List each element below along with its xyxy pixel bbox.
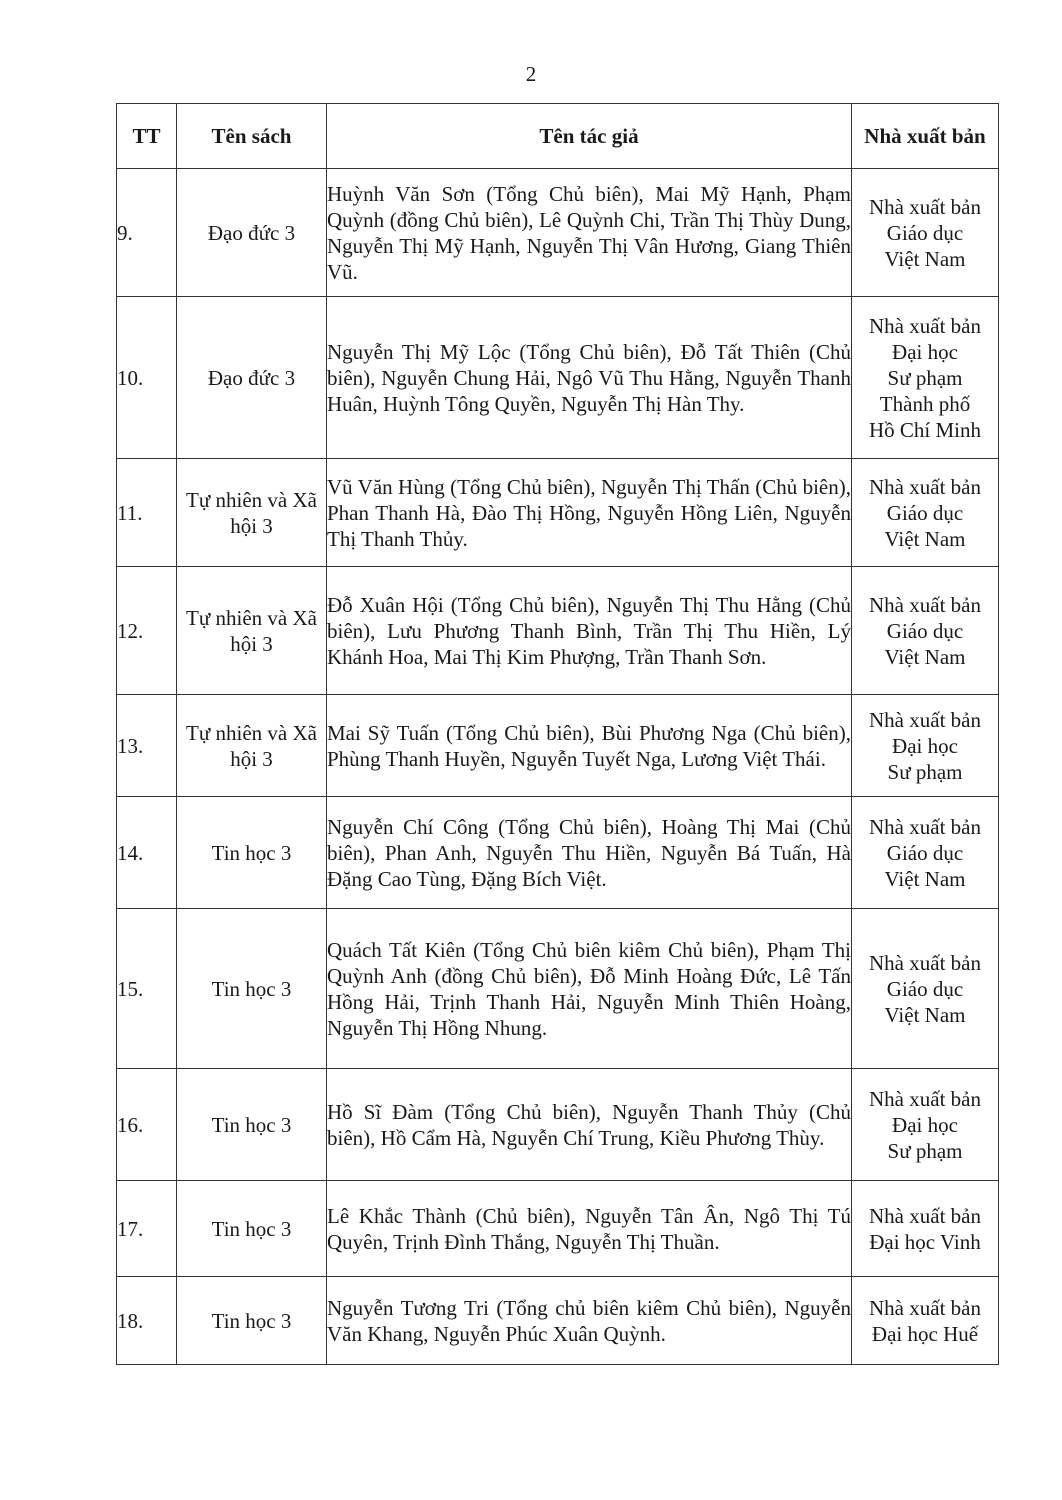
book-title: Đạo đức 3 bbox=[177, 169, 327, 297]
header-title: Tên sách bbox=[177, 104, 327, 169]
table-row bbox=[117, 909, 999, 1069]
book-publisher bbox=[852, 459, 999, 567]
row-number: 11. bbox=[117, 459, 177, 567]
book-publisher bbox=[852, 567, 999, 695]
publisher-line: Giáo dục bbox=[886, 500, 964, 525]
book-title: Tin học 3 bbox=[177, 1181, 327, 1277]
book-publisher bbox=[852, 297, 999, 459]
table-row bbox=[117, 695, 999, 797]
publisher-line: Việt Nam bbox=[884, 246, 966, 271]
publisher-line: Nhà xuất bản bbox=[869, 814, 981, 839]
publisher-line: Giáo dục bbox=[886, 976, 964, 1001]
publisher-line: Đại học bbox=[892, 1112, 958, 1137]
publisher-line: Nhà xuất bản bbox=[869, 1086, 981, 1111]
header-publisher: Nhà xuất bản bbox=[852, 104, 999, 169]
row-number: 18. bbox=[117, 1277, 177, 1365]
textbook-table bbox=[116, 103, 999, 1365]
publisher-line: Nhà xuất bản bbox=[869, 1295, 981, 1320]
book-authors: Nguyễn Thị Mỹ Lộc (Tổng Chủ biên), Đỗ Tất Thiên (Chủ biên), Nguyễn Chung Hải, Ngô Vũ Thu Hằng, Nguyễn Thanh Huân, Huỳnh Tông Quyền, Nguyễn Thị Hàn Thy. bbox=[327, 297, 852, 459]
book-publisher bbox=[852, 1069, 999, 1181]
row-number: 12. bbox=[117, 567, 177, 695]
publisher-line: Việt Nam bbox=[884, 866, 966, 891]
table-row bbox=[117, 297, 999, 459]
table-row bbox=[117, 459, 999, 567]
row-number: 14. bbox=[117, 797, 177, 909]
publisher-line: Nhà xuất bản bbox=[869, 707, 981, 732]
publisher-line: Hồ Chí Minh bbox=[868, 417, 981, 442]
publisher-line: Việt Nam bbox=[884, 526, 966, 551]
book-title: Tự nhiên và Xã hội 3 bbox=[177, 459, 327, 567]
book-title: Tin học 3 bbox=[177, 1069, 327, 1181]
header-authors: Tên tác giả bbox=[327, 104, 852, 169]
table-row bbox=[117, 169, 999, 297]
table-row bbox=[117, 1181, 999, 1277]
publisher-line: Việt Nam bbox=[884, 1002, 966, 1027]
book-authors: Đỗ Xuân Hội (Tổng Chủ biên), Nguyễn Thị Thu Hằng (Chủ biên), Lưu Phương Thanh Bình, Trần Thị Thu Hiền, Lý Khánh Hoa, Mai Thị Kim Phượng, Trần Thanh Sơn. bbox=[327, 567, 852, 695]
row-number: 9. bbox=[117, 169, 177, 297]
header-tt: TT bbox=[117, 104, 177, 169]
book-authors: Mai Sỹ Tuấn (Tổng Chủ biên), Bùi Phương Nga (Chủ biên), Phùng Thanh Huyền, Nguyễn Tuyết Nga, Lương Việt Thái. bbox=[327, 695, 852, 797]
publisher-line: Đại học bbox=[892, 733, 958, 758]
publisher-line: Đại học Huế bbox=[871, 1321, 979, 1346]
book-publisher bbox=[852, 797, 999, 909]
row-number: 16. bbox=[117, 1069, 177, 1181]
book-publisher bbox=[852, 695, 999, 797]
book-title: Tin học 3 bbox=[177, 909, 327, 1069]
publisher-line: Nhà xuất bản bbox=[869, 313, 981, 338]
book-title: Tự nhiên và Xã hội 3 bbox=[177, 567, 327, 695]
book-authors: Nguyễn Chí Công (Tổng Chủ biên), Hoàng Thị Mai (Chủ biên), Phan Anh, Nguyễn Thu Hiền, Nguyễn Bá Tuấn, Hà Đặng Cao Tùng, Đặng Bích Việt. bbox=[327, 797, 852, 909]
row-number: 15. bbox=[117, 909, 177, 1069]
book-title: Đạo đức 3 bbox=[177, 297, 327, 459]
publisher-line: Thành phố bbox=[879, 391, 971, 416]
book-authors: Vũ Văn Hùng (Tổng Chủ biên), Nguyễn Thị Thấn (Chủ biên), Phan Thanh Hà, Đào Thị Hồng, Nguyễn Hồng Liên, Nguyễn Thị Thanh Thủy. bbox=[327, 459, 852, 567]
book-authors: Huỳnh Văn Sơn (Tổng Chủ biên), Mai Mỹ Hạnh, Phạm Quỳnh (đồng Chủ biên), Lê Quỳnh Chi, Trần Thị Thùy Dung, Nguyễn Thị Mỹ Hạnh, Nguyễn Thị Vân Hương, Giang Thiên Vũ. bbox=[327, 169, 852, 297]
publisher-line: Giáo dục bbox=[886, 618, 964, 643]
book-publisher bbox=[852, 1181, 999, 1277]
book-authors: Hồ Sĩ Đàm (Tổng Chủ biên), Nguyễn Thanh Thủy (Chủ biên), Hồ Cẩm Hà, Nguyễn Chí Trung, Kiều Phương Thùy. bbox=[327, 1069, 852, 1181]
publisher-line: Nhà xuất bản bbox=[869, 474, 981, 499]
table-header-row bbox=[117, 104, 999, 169]
book-publisher bbox=[852, 909, 999, 1069]
publisher-line: Giáo dục bbox=[886, 840, 964, 865]
publisher-line: Nhà xuất bản bbox=[869, 194, 981, 219]
page-number: 2 bbox=[525, 62, 537, 86]
publisher-line: Việt Nam bbox=[884, 644, 966, 669]
publisher-line: Giáo dục bbox=[886, 220, 964, 245]
book-authors: Quách Tất Kiên (Tổng Chủ biên kiêm Chủ biên), Phạm Thị Quỳnh Anh (đồng Chủ biên), Đỗ Minh Hoàng Đức, Lê Tấn Hồng Hải, Trịnh Thanh Hải, Nguyễn Minh Thiên Hoàng, Nguyễn Thị Hồng Nhung. bbox=[327, 909, 852, 1069]
book-publisher bbox=[852, 1277, 999, 1365]
row-number: 17. bbox=[117, 1181, 177, 1277]
row-number: 13. bbox=[117, 695, 177, 797]
book-title: Tin học 3 bbox=[177, 797, 327, 909]
book-authors: Lê Khắc Thành (Chủ biên), Nguyễn Tân Ân, Ngô Thị Tú Quyên, Trịnh Đình Thắng, Nguyễn Thị Thuần. bbox=[327, 1181, 852, 1277]
table-row bbox=[117, 567, 999, 695]
publisher-line: Sư phạm bbox=[887, 759, 963, 784]
table-row bbox=[117, 1277, 999, 1365]
publisher-line: Nhà xuất bản bbox=[869, 1203, 981, 1228]
publisher-line: Đại học bbox=[892, 339, 958, 364]
book-title: Tự nhiên và Xã hội 3 bbox=[177, 695, 327, 797]
book-title: Tin học 3 bbox=[177, 1277, 327, 1365]
publisher-line: Nhà xuất bản bbox=[869, 950, 981, 975]
publisher-line: Nhà xuất bản bbox=[869, 592, 981, 617]
book-authors: Nguyễn Tương Tri (Tổng chủ biên kiêm Chủ biên), Nguyễn Văn Khang, Nguyễn Phúc Xuân Quỳnh. bbox=[327, 1277, 852, 1365]
publisher-line: Đại học Vinh bbox=[869, 1229, 981, 1254]
row-number: 10. bbox=[117, 297, 177, 459]
table-row bbox=[117, 797, 999, 909]
book-publisher bbox=[852, 169, 999, 297]
publisher-line: Sư phạm bbox=[887, 1138, 963, 1163]
table-row bbox=[117, 1069, 999, 1181]
publisher-line: Sư phạm bbox=[887, 365, 963, 390]
